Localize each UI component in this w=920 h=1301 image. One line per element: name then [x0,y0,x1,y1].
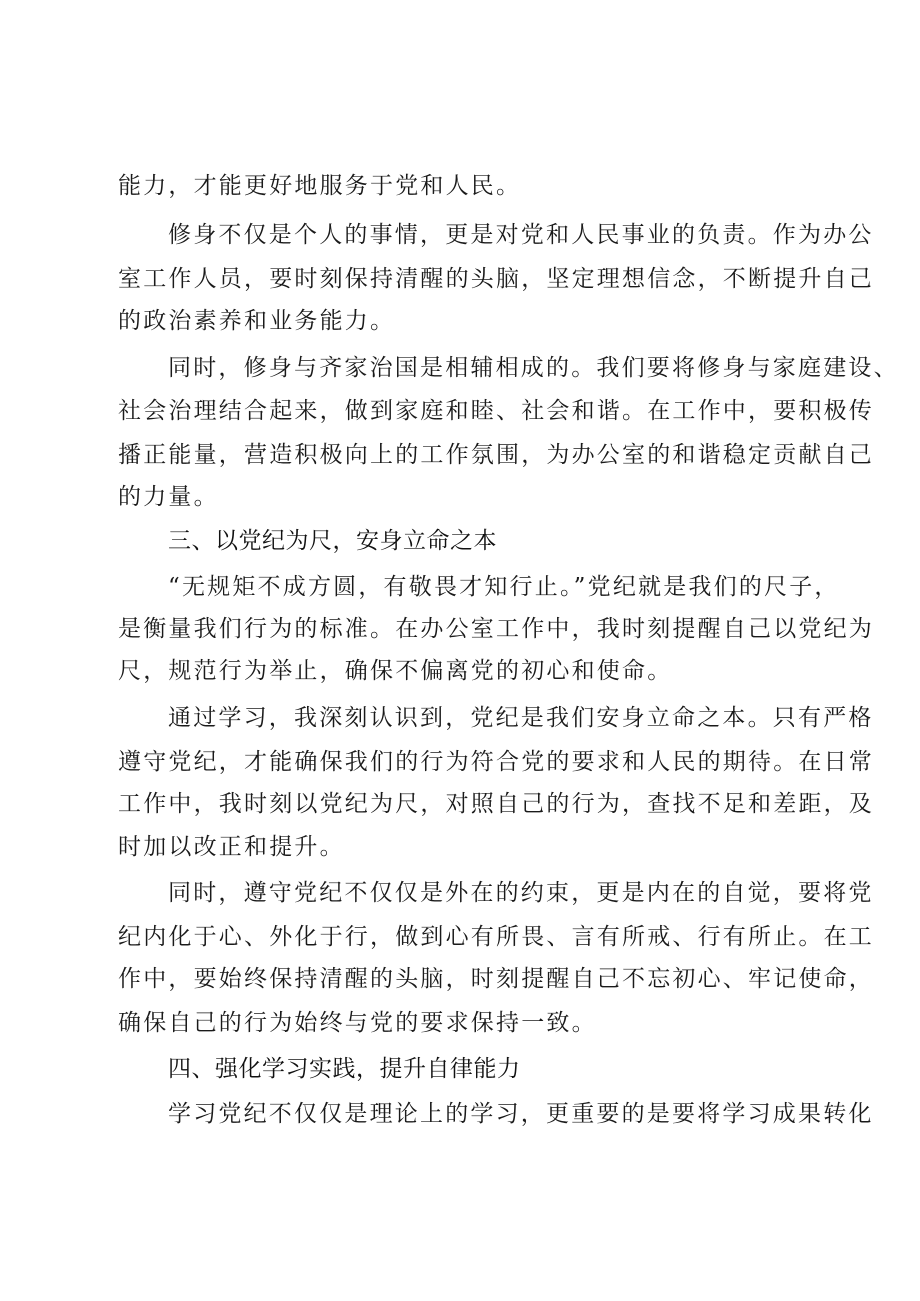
section-heading: 三、以党纪为尺，安身立命之本 [168,528,497,554]
paragraph-first-line: 通过学习，我深刻认识到，党纪是我们安身立命之本。只有严格 [168,705,874,731]
body-line: 室工作人员，要时刻保持清醒的头脑，坚定理想信念，不断提升自己 [118,266,874,292]
section-heading: 四、强化学习实践，提升自律能力 [168,1056,521,1082]
body-line: 时加以改正和提升。 [118,834,345,860]
body-line: 工作中，我时刻以党纪为尺，对照自己的行为，查找不足和差距，及 [118,791,874,817]
paragraph-first-line: 同时，修身与齐家治国是相辅相成的。我们要将修身与家庭建设、 [168,355,899,381]
body-line: 是衡量我们行为的标准。在办公室工作中，我时刻提醒自己以党纪为 [118,616,874,642]
body-line: 的力量。 [118,484,219,510]
body-line: 作中，要始终保持清醒的头脑，时刻提醒自己不忘初心、牢记使命， [118,966,874,992]
body-line: 确保自己的行为始终与党的要求保持一致。 [118,1010,597,1036]
body-line: 播正能量，营造积极向上的工作氛围，为办公室的和谐稳定贡献自己 [118,442,874,468]
paragraph-first-line: 学习党纪不仅仅是理论上的学习，更重要的是要将学习成果转化 [168,1101,874,1127]
body-line: 能力，才能更好地服务于党和人民。 [118,173,522,199]
body-line: 纪内化于心、外化于行，做到心有所畏、言有所戒、行有所止。在工 [118,924,874,950]
body-line: 遵守党纪，才能确保我们的行为符合党的要求和人民的期待。在日常 [118,749,874,775]
paragraph-first-line: 修身不仅是个人的事情，更是对党和人民事业的负责。作为办公 [168,222,874,248]
body-line: 社会治理结合起来，做到家庭和睦、社会和谐。在工作中，要积极传 [118,398,874,424]
body-line: 尺，规范行为举止，确保不偏离党的初心和使命。 [118,658,673,684]
paragraph-first-line: 同时，遵守党纪不仅仅是外在的约束，更是内在的自觉，要将党 [168,880,874,906]
body-line: 的政治素养和业务能力。 [118,308,396,334]
paragraph-first-line: “无规矩不成方圆，有敬畏才知行止。”党纪就是我们的尺子， [168,574,840,600]
